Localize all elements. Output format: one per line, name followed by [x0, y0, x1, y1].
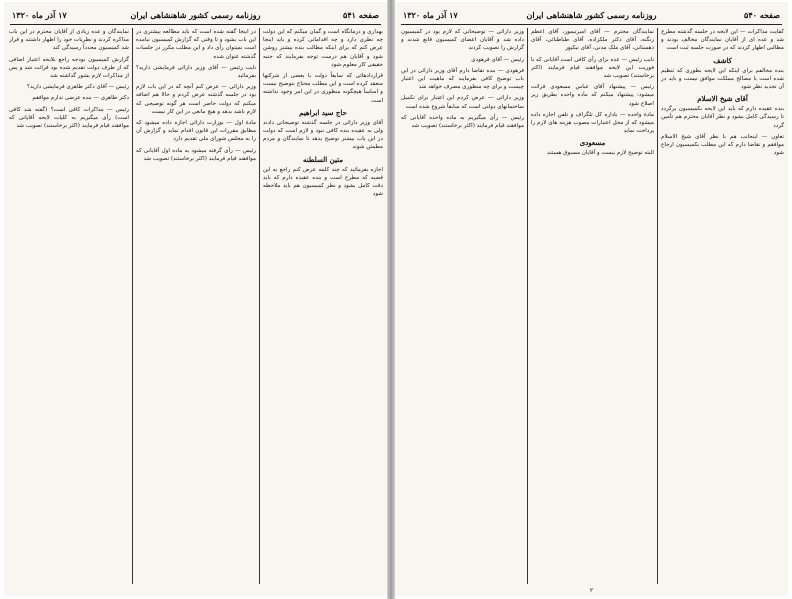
- text-paragraph: اجازه بفرمائید که چند کلمه عرض کنم راجع به این قضیه که مطرح است و بنده عقیده دارم که باید دقت کامل بشود و نظر کمیسیون هم باید ملاحظه شود: [263, 166, 383, 198]
- left-page: [4, 2, 387, 596]
- text-paragraph: رئیس — پیشنهاد آقای عباس مسعودی قرائت میشود: پیشنهاد میکنم که ماده واحده بطریق زیر اصلاح شود: [531, 84, 654, 107]
- column-divider: [132, 28, 133, 584]
- speaker-heading: حاج سید ابراهیم: [299, 107, 347, 117]
- left-page-number: صفحه ۵۴۱: [343, 10, 379, 20]
- text-paragraph: نایب رئیس — عده برای رأی کافی است آقایانی که با فوریت این لایحه موافقند قیام فرمایند (اکثر برخاستند) تصویب شد: [531, 56, 654, 80]
- speaker-heading: آقای شیخ الاسلام: [697, 94, 748, 104]
- text-paragraph: در اینجا گفته شده است که باید مطالعه بیشتری در این باب بشود و تا وقتی که گزارش کمیسیون نیامده است نمیتوان رأی داد و این مطلب مکرر در جلسات گذشته عنوان شده: [136, 29, 256, 60]
- text-paragraph: رئیس — آقای دکتر طاهری فرمایشی دارید؟: [26, 84, 129, 91]
- book-gutter: [387, 0, 395, 599]
- text-paragraph: کفایت مذاکرات — این لایحه در جلسه گذشته مطرح شد و عده ای از آقایان نمایندگان مخالف بودند و مطالبی اظهار کردند که در صورت جلسه ثبت است: [661, 29, 784, 52]
- right-page: [395, 2, 788, 596]
- text-paragraph: رئیس — رأی گرفته میشود به ماده اول آقایانی که موافقند قیام فرمایند (اکثر برخاستند) تصویب شد: [136, 147, 256, 162]
- text-paragraph: البته توضیح لازم نیست و آقایان مسبوق هستند: [547, 150, 654, 157]
- text-paragraph: وزیر دارائی — توضیحاتی که لازم بود در کمیسیون داده شد و آقایان اعضای کمیسیون قانع شدند و گزارش را تصویب کردند: [401, 29, 524, 52]
- text-paragraph: نمایندگان محترم — آقای امیرتیمور، آقای اعظم زنگنه، آقای دکتر ملکزاده، آقای طباطبائی، آقای دهستانی، آقای ملک مدنی، آقای نیکپور: [531, 29, 654, 52]
- left-col-left: [9, 28, 129, 584]
- left-page-title: روزنامه رسمی کشور شاهنشاهی ایران: [130, 10, 261, 20]
- text-paragraph: قراردادهائی که سابقاً دولت با بعضی از شرکتها منعقد کرده است و این مطلب محتاج بتوضیح نیست و اساساً هیچگونه منظوری در این امر وجود نداشته است: [263, 73, 383, 104]
- text-paragraph: دکتر طاهری — بنده عرضی ندارم موافقم: [32, 95, 129, 102]
- text-paragraph: مادۀ واحده — باداره کل تلگراف و تلفن اجازه داده میشود که از محل اعتبارات مصوب هزینه های لازم را پرداخت نماید: [531, 111, 654, 135]
- right-page-title: روزنامه رسمی کشور شاهنشاهی ایران: [526, 10, 657, 20]
- text-paragraph: آقای وزیر دارائی در جلسه گذشته توضیحاتی دادند ولی به عقیده بنده کافی نبود و لازم است که دولت در این باب بیشتر توضیح بدهد تا نمایندگان و مردم مطمئن شوند: [263, 119, 383, 151]
- left-col-right: [263, 28, 383, 584]
- right-col-left: [401, 28, 524, 584]
- left-col-mid: [136, 28, 256, 584]
- right-header-rule: [401, 24, 782, 25]
- text-paragraph: مادۀ اول — بوزارت دارائی اجازه داده میشود که مطابق مقررات این قانون اقدام نماید و گزارش آن را به مجلس شورای ملی تقدیم دارد: [136, 120, 256, 143]
- right-col-right: [661, 28, 784, 584]
- text-paragraph: گزارش کمیسیون بودجه راجع بلایحه اعتبار اضافی که از طرف دولت تقدیم شده بود قرائت شد و پس از مذاکرات لازم بشور گذاشته شد: [9, 56, 129, 80]
- text-paragraph: نمایندگان و عده زیادی از آقایان محترم در این باب مذاکره کردند و نظریات خود را اظهار داشتند و قرار شد کمیسیون مجدداً رسیدگی کند: [9, 29, 129, 52]
- right-page-date: ۱۷ آذر ماه ۱۳۲۰: [403, 10, 458, 20]
- speaker-heading: کاشف: [713, 55, 732, 65]
- speaker-heading: مسعودی: [579, 138, 606, 148]
- text-paragraph: رئیس — آقای فرهودی: [471, 56, 524, 63]
- text-paragraph: بنده مخالفم برای اینکه این لایحه بطوری که تنظیم شده است با مصالح مملکت موافق نیست و باید در آن تجدید نظر شود: [661, 67, 784, 91]
- right-page-footer-number: ۲: [589, 587, 594, 594]
- left-page-date: ۱۷ آذر ماه ۱۳۲۰: [12, 10, 67, 20]
- speaker-heading: متین السلطنه: [303, 154, 343, 164]
- left-page-header: [10, 8, 381, 22]
- column-divider: [657, 28, 658, 584]
- text-paragraph: رئیس — رأی میگیریم به ماده واحده آقایانی که موافقند قیام فرمایند (اکثر برخاستند) تصویب شد: [401, 114, 524, 130]
- column-divider: [259, 28, 260, 584]
- text-paragraph: فرهودی — بنده تقاضا دارم آقای وزیر دارائی در این باب توضیح کافی بفرمایند که ماهیت این اعتبار چیست و برای چه منظوری مصرف خواهد شد: [401, 67, 524, 91]
- text-paragraph: وزیر دارائی — عرض کنم آنچه که در این باب لازم بود در جلسه گذشته عرض کردم و حالا هم اضافه میکنم که دولت حاضر است هر گونه توضیحی که لازم باشد بدهد و هیچ مانعی در این کار نیست: [136, 84, 256, 115]
- text-paragraph: وزیر دارائی — عرض کردم این اعتبار برای تکمیل ساختمانهای دولتی است که سابقاً شروع شده است: [401, 95, 524, 110]
- left-header-rule: [10, 24, 381, 25]
- right-page-number: صفحه ۵۴۰: [744, 10, 780, 20]
- text-paragraph: بنده عقیده دارم که باید این لایحه بکمیسیون برگردد تا رسیدگی کامل بشود و نظر آقایان محترم هم تأمین گردد: [661, 106, 784, 129]
- text-paragraph: تعاون — اینجانب هم با نظر آقای شیخ الاسلام موافقم و تقاضا دارم که این مطلب بکمیسیون ارجاع شود: [661, 133, 784, 157]
- column-divider: [527, 28, 528, 584]
- right-page-header: [401, 8, 782, 22]
- text-paragraph: نایب رئیس — آقای وزیر دارائی فرمایشی دارید؟ بفرمائید: [136, 64, 256, 80]
- text-paragraph: بهداری و درمانگاه است و گمان میکنم که این دولت چه نظری دارد و چه اقداماتی کرده و باید اینجا عرض کنم که برای اینکه مطالب بنده بیشتر روشن شود و آقایان هم درست توجه بفرمایند که جنبه حقیقی کار معلوم شود: [263, 29, 383, 68]
- text-paragraph: رئیس — مذاکرات کافی است؟ (گفته شد کافی است) رأی میگیریم به کلیات لایحه آقایانی که موافقند قیام فرمایند (اکثر برخاستند) تصویب شد: [9, 106, 129, 130]
- right-col-mid: [531, 28, 654, 584]
